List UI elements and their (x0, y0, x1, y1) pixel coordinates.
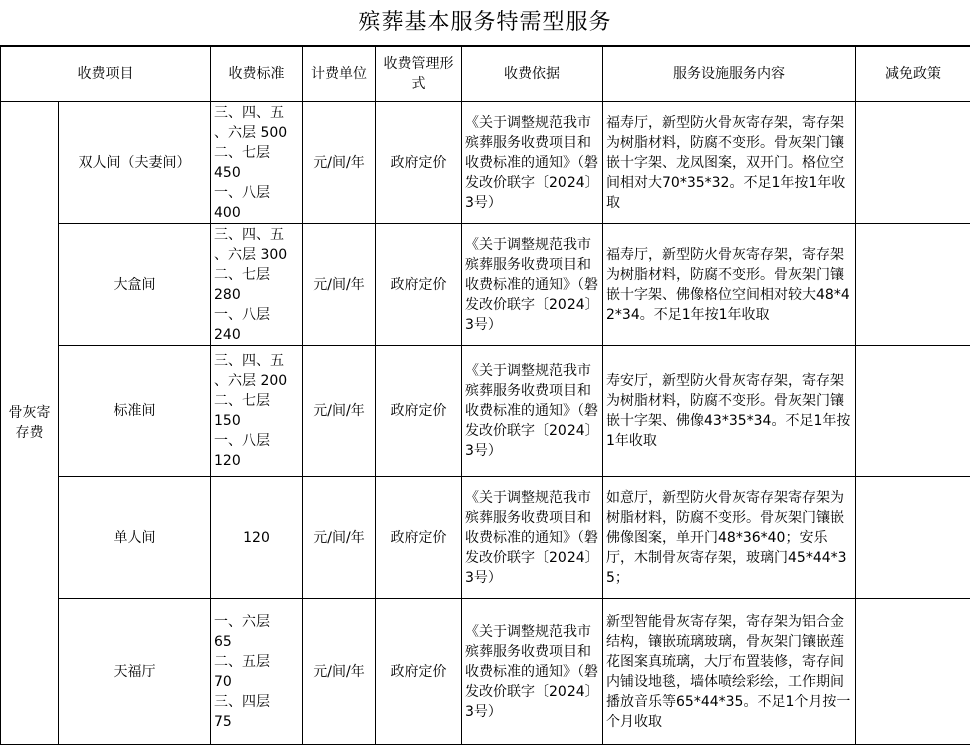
row-standard: 120 (211, 477, 303, 599)
table-row (1, 599, 970, 745)
row-name: 大盒间 (59, 224, 211, 346)
row-mgmt: 政府定价 (376, 599, 462, 745)
header-basis: 收费依据 (462, 47, 603, 102)
row-unit: 元/间/年 (303, 346, 376, 477)
table-row (1, 477, 970, 599)
sheet-title: 殡葬基本服务特需型服务 (0, 0, 970, 46)
row-unit: 元/间/年 (303, 224, 376, 346)
row-service: 如意厅，新型防火骨灰寄存架寄存架为树脂材料，防腐不变形。骨灰架门镶嵌佛像图案，单开门48*36*40；安乐厅，木制骨灰寄存架，玻璃门45*44*35； (603, 477, 856, 599)
row-mgmt: 政府定价 (376, 102, 462, 224)
table-row (1, 346, 970, 477)
row-mgmt: 政府定价 (376, 477, 462, 599)
row-standard: 三、四、五 、六层 500 二、七层 450 一、八层 400 (211, 102, 303, 224)
row-basis: 《关于调整规范我市殡葬服务收费项目和收费标准的通知》（磐发改价联字〔2024〕3号） (462, 102, 603, 224)
row-relief (856, 102, 970, 224)
header-item: 收费项目 (1, 47, 211, 102)
header-row (1, 47, 970, 102)
row-name: 单人间 (59, 477, 211, 599)
row-mgmt: 政府定价 (376, 346, 462, 477)
row-service: 福寿厅，新型防火骨灰寄存架，寄存架为树脂材料，防腐不变形。骨灰架门镶嵌十字架、佛像格位空间相对较大48*42*34。不足1年按1年收取 (603, 224, 856, 346)
row-relief (856, 599, 970, 745)
row-basis: 《关于调整规范我市殡葬服务收费项目和收费标准的通知》（磐发改价联字〔2024〕3号） (462, 224, 603, 346)
row-basis: 《关于调整规范我市殡葬服务收费项目和收费标准的通知》（磐发改价联字〔2024〕3号） (462, 599, 603, 745)
header-mgmt: 收费管理形式 (376, 47, 462, 102)
row-name: 标准间 (59, 346, 211, 477)
row-name: 天福厅 (59, 599, 211, 745)
row-service: 新型智能骨灰寄存架，寄存架为铝合金结构，镶嵌琉璃玻璃，骨灰架门镶嵌莲花图案真琉璃，大厅布置装修，寄存间内铺设地毯，墙体喷绘彩绘，工作期间播放音乐等65*44*35。不足1个月按一个月收取 (603, 599, 856, 745)
header-service: 服务设施服务内容 (603, 47, 856, 102)
row-relief (856, 346, 970, 477)
header-unit: 计费单位 (303, 47, 376, 102)
row-basis: 《关于调整规范我市殡葬服务收费项目和收费标准的通知》（磐发改价联字〔2024〕3号） (462, 477, 603, 599)
row-relief (856, 224, 970, 346)
row-relief (856, 477, 970, 599)
row-mgmt: 政府定价 (376, 224, 462, 346)
row-unit: 元/间/年 (303, 102, 376, 224)
row-service: 寿安厅，新型防火骨灰寄存架，寄存架为树脂材料，防腐不变形。骨灰架门镶嵌十字架、佛像43*35*34。不足1年按1年收取 (603, 346, 856, 477)
header-standard: 收费标准 (211, 47, 303, 102)
category-cell: 骨灰寄存费 (1, 102, 59, 745)
table-row (1, 224, 970, 346)
row-basis: 《关于调整规范我市殡葬服务收费项目和收费标准的通知》（磐发改价联字〔2024〕3号） (462, 346, 603, 477)
header-relief: 减免政策 (856, 47, 970, 102)
row-unit: 元/间/年 (303, 599, 376, 745)
row-standard: 三、四、五 、六层 300 二、七层 280 一、八层 240 (211, 224, 303, 346)
row-standard: 三、四、五 、六层 200 二、七层 150 一、八层 120 (211, 346, 303, 477)
row-service: 福寿厅，新型防火骨灰寄存架，寄存架为树脂材料，防腐不变形。骨灰架门镶嵌十字架、龙凤图案，双开门。格位空间相对大70*35*32。不足1年按1年收取 (603, 102, 856, 224)
row-standard: 一、六层 65 二、五层 70 三、四层 75 (211, 599, 303, 745)
row-unit: 元/间/年 (303, 477, 376, 599)
fee-table (0, 46, 970, 745)
table-row (1, 102, 970, 224)
row-name: 双人间（夫妻间） (59, 102, 211, 224)
